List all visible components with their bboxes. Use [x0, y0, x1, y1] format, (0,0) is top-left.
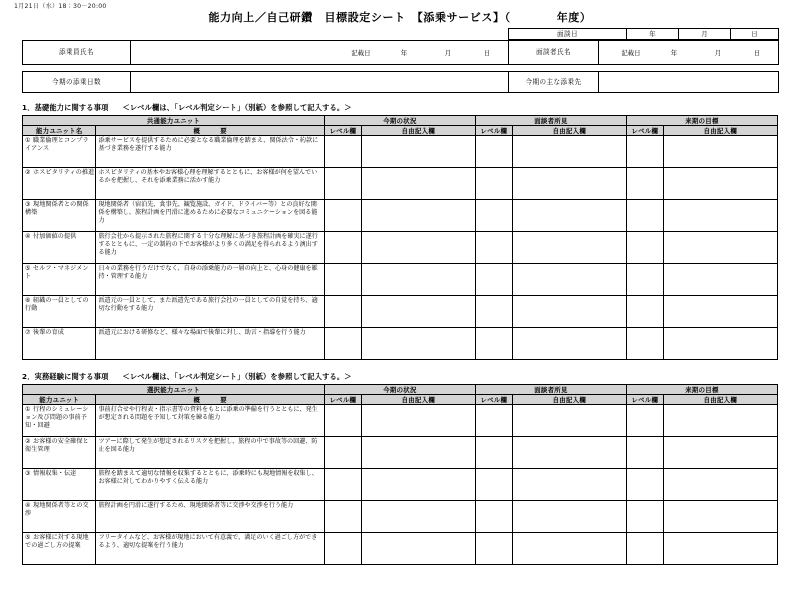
free-text-input-cell[interactable]: [361, 136, 475, 168]
col-unit-name: 能力ユニット名: [23, 126, 96, 136]
level-input-cell[interactable]: [475, 328, 512, 360]
unit-name-text: 現地関係者との関係構築: [25, 201, 89, 217]
col-level-interviewer: レベル欄: [475, 395, 512, 405]
unit-name-cell: [23, 296, 96, 328]
unit-name-text: 組織の一員としての行動: [25, 297, 89, 313]
level-input-cell[interactable]: [324, 501, 361, 533]
page-title-tail: 年度）: [556, 11, 592, 24]
interview-month-cell[interactable]: 月: [679, 29, 731, 40]
level-input-cell[interactable]: [475, 296, 512, 328]
level-input-cell[interactable]: [626, 296, 663, 328]
table-row: [23, 136, 778, 168]
practical-experience-table: [22, 384, 778, 565]
free-text-input-cell[interactable]: [663, 264, 777, 296]
level-input-cell[interactable]: [626, 232, 663, 264]
unit-name-text: お客様の安全確保と衛生管理: [25, 438, 89, 454]
identity-block: [22, 28, 778, 93]
col-free-current: 自由記入欄: [361, 126, 475, 136]
interviewer-month[interactable]: 月: [714, 48, 722, 57]
interview-date-label: 面談日: [509, 29, 627, 40]
interview-date-strip: [508, 28, 779, 40]
unit-number: ③: [25, 470, 31, 477]
unit-number: ⑤: [25, 534, 31, 541]
col-level-current: レベル欄: [324, 395, 361, 405]
level-input-cell[interactable]: [626, 405, 663, 437]
table-row: [509, 29, 779, 40]
table-header-row-2: [23, 395, 778, 405]
main-destination-input[interactable]: [599, 72, 779, 93]
free-text-input-cell[interactable]: [361, 296, 475, 328]
col-free-interviewer: 自由記入欄: [512, 395, 626, 405]
unit-name-text: 情報収集・伝達: [33, 470, 77, 477]
unit-number: ①: [25, 406, 31, 413]
col-free-interviewer: 自由記入欄: [512, 126, 626, 136]
level-input-cell[interactable]: [324, 469, 361, 501]
interview-day-cell[interactable]: 日: [731, 29, 779, 40]
table-row: [23, 328, 778, 360]
level-input-cell[interactable]: [324, 437, 361, 469]
free-text-input-cell[interactable]: [663, 296, 777, 328]
free-text-input-cell[interactable]: [512, 437, 626, 469]
level-input-cell[interactable]: [626, 168, 663, 200]
free-text-input-cell[interactable]: [663, 136, 777, 168]
level-input-cell[interactable]: [475, 437, 512, 469]
group-header-nextterm: 来期の目標: [626, 116, 777, 126]
unit-outline-cell: 旅程計画を円滑に遂行するため、現地関係者等に交渉や交渉を行う能力: [96, 501, 325, 533]
table-header-row-1: [23, 385, 778, 395]
unit-number: ③: [25, 201, 31, 208]
unit-outline-cell: 現地関係者（宿泊先、食事先、観覧施設、ガイド、ドライバー等）との良好な関係を構築し、旅程計画を円滑に進めるために必要なコミュニケーションを図る能力: [96, 200, 325, 232]
unit-number: ④: [25, 233, 31, 240]
level-input-cell[interactable]: [324, 264, 361, 296]
free-text-input-cell[interactable]: [361, 437, 475, 469]
free-text-input-cell[interactable]: [663, 501, 777, 533]
attendant-name-input[interactable]: [131, 41, 509, 65]
unit-group-header: 共通能力ユニット: [23, 116, 325, 126]
level-input-cell[interactable]: [475, 232, 512, 264]
unit-outline-cell: ホスピタリティの基本やお客様心理を理解するとともに、お客様が何を望んでいるかを把握し、それを添乗業務に活かす能力: [96, 168, 325, 200]
free-text-input-cell[interactable]: [512, 296, 626, 328]
free-text-input-cell[interactable]: [512, 533, 626, 565]
unit-outline-cell: 日々の業務を行うだけでなく、自身の添乗能力の一層の向上と、心身の健康を維持・管理する能力: [96, 264, 325, 296]
free-text-input-cell[interactable]: [512, 405, 626, 437]
attendant-entry-date-label: 記載日: [351, 48, 371, 57]
free-text-input-cell[interactable]: [512, 328, 626, 360]
table-row: [23, 232, 778, 264]
free-text-input-cell[interactable]: [663, 533, 777, 565]
col-free-nextterm: 自由記入欄: [663, 126, 777, 136]
free-text-input-cell[interactable]: [361, 232, 475, 264]
table-row: [23, 437, 778, 469]
level-input-cell[interactable]: [626, 264, 663, 296]
free-text-input-cell[interactable]: [663, 200, 777, 232]
level-input-cell[interactable]: [475, 264, 512, 296]
free-text-input-cell[interactable]: [361, 533, 475, 565]
unit-outline-cell: 旅行会社から提示された旅程に関する十分な理解に基づき旅程計画を確実に遂行するとともに、一定の制約の下でお客様がより多くの満足を得られるよう演出する能力: [96, 232, 325, 264]
col-outline: 概 要: [96, 395, 325, 405]
free-text-input-cell[interactable]: [512, 232, 626, 264]
section-1-note: ＜レベル欄は、「レベル判定シート」（別紙）を参照して記入する。＞: [122, 103, 352, 112]
unit-outline-cell: 添乗サービスを提供するために必要となる職業倫理を踏まえ、関係法令・約款に基づき業務を遂行する能力: [96, 136, 325, 168]
unit-outline-cell: 派遣元の一員として、また派遣先である旅行会社の一員としての自覚を持ち、適切な行動をする能力: [96, 296, 325, 328]
level-input-cell[interactable]: [324, 405, 361, 437]
table-row: [23, 72, 779, 93]
col-free-current: 自由記入欄: [361, 395, 475, 405]
level-input-cell[interactable]: [626, 328, 663, 360]
free-text-input-cell[interactable]: [512, 168, 626, 200]
level-input-cell[interactable]: [324, 168, 361, 200]
free-text-input-cell[interactable]: [361, 405, 475, 437]
free-text-input-cell[interactable]: [361, 168, 475, 200]
free-text-input-cell[interactable]: [512, 469, 626, 501]
section-1-heading: [22, 103, 778, 113]
level-input-cell[interactable]: [475, 200, 512, 232]
unit-number: ⑦: [25, 329, 31, 336]
level-input-cell[interactable]: [475, 136, 512, 168]
interviewer-name-label: 面談者氏名: [509, 41, 599, 65]
main-destination-label: 今期の主な添乗先: [509, 72, 599, 93]
free-text-input-cell[interactable]: [361, 328, 475, 360]
unit-name-text: 職業倫理とコンプライアンス: [25, 137, 89, 153]
names-table: [22, 40, 779, 65]
unit-name-cell: [23, 533, 96, 565]
section-2-heading: [22, 372, 778, 382]
attendant-name-label: 添乗員氏名: [23, 41, 131, 65]
level-input-cell[interactable]: [626, 469, 663, 501]
section-practical-experience: [22, 372, 778, 565]
level-input-cell[interactable]: [626, 501, 663, 533]
unit-group-header: 選択能力ユニット: [23, 385, 325, 395]
interview-year-cell[interactable]: 年: [627, 29, 679, 40]
level-input-cell[interactable]: [324, 232, 361, 264]
unit-name-cell: [23, 232, 96, 264]
free-text-input-cell[interactable]: [663, 328, 777, 360]
unit-name-cell: [23, 168, 96, 200]
section-1-title-text: 1．基礎能力に関する事項: [22, 103, 109, 112]
group-header-interviewer: 面談者所見: [475, 385, 626, 395]
attendant-day[interactable]: 日: [483, 48, 491, 57]
unit-name-cell: [23, 264, 96, 296]
free-text-input-cell[interactable]: [512, 136, 626, 168]
unit-name-text: セルフ・マネジメント: [25, 265, 89, 281]
section-2-title-text: 2．実務経験に関する事項: [22, 372, 109, 381]
level-input-cell[interactable]: [324, 296, 361, 328]
unit-name-cell: [23, 405, 96, 437]
free-text-input-cell[interactable]: [512, 200, 626, 232]
table-row: [23, 533, 778, 565]
interviewer-day[interactable]: 日: [753, 48, 761, 57]
unit-name-cell: [23, 437, 96, 469]
free-text-input-cell[interactable]: [663, 437, 777, 469]
free-text-input-cell[interactable]: [512, 264, 626, 296]
unit-outline-cell: フリータイムなど、お客様が現地において有意義で、満足のいく過ごし方ができるよう、適切な提案を行う能力: [96, 533, 325, 565]
unit-name-text: ホスピタリティの推進: [33, 169, 95, 176]
interviewer-name-input[interactable]: [599, 41, 779, 65]
col-level-nextterm: レベル欄: [626, 395, 663, 405]
unit-outline-cell: ツアーに際して発生が想定されるリスクを把握し、旅程の中で事故等の回避、防止を図る能力: [96, 437, 325, 469]
trip-summary-table: [22, 71, 779, 93]
table-row: [23, 469, 778, 501]
section-basic-skills: [22, 103, 778, 360]
unit-number: ⑤: [25, 265, 31, 272]
level-input-cell[interactable]: [475, 469, 512, 501]
unit-number: ④: [25, 502, 31, 509]
unit-number: ②: [25, 169, 31, 176]
group-header-interviewer: 面談者所見: [475, 116, 626, 126]
attendant-year[interactable]: 年: [400, 48, 408, 57]
col-outline: 概 要: [96, 126, 325, 136]
table-row: [23, 405, 778, 437]
unit-outline-cell: 派遣元における研修など、様々な場面で後輩に対し、助言・指導を行う能力: [96, 328, 325, 360]
unit-name-text: お客様に対する現地での過ごし方の提案: [25, 534, 89, 550]
level-input-cell[interactable]: [324, 533, 361, 565]
level-input-cell[interactable]: [324, 136, 361, 168]
unit-name-text: 行程のシミュレーション及び問題の事前予知・回避: [25, 406, 89, 430]
group-header-current: 今期の状況: [324, 116, 475, 126]
col-level-current: レベル欄: [324, 126, 361, 136]
level-input-cell[interactable]: [324, 200, 361, 232]
interviewer-entry-date-label: 記載日: [621, 48, 641, 57]
unit-number: ②: [25, 438, 31, 445]
unit-number: ①: [25, 137, 31, 144]
unit-name-cell: [23, 136, 96, 168]
trip-days-label: 今期の添乗日数: [23, 72, 131, 93]
unit-outline-cell: 事前打合せや行程表・指示書等の資料をもとに添乗の準備を行うとともに、発生が想定される問題を予知して対策を練る能力: [96, 405, 325, 437]
free-text-input-cell[interactable]: [663, 232, 777, 264]
unit-name-cell: [23, 200, 96, 232]
col-level-interviewer: レベル欄: [475, 126, 512, 136]
table-header-row-2: [23, 126, 778, 136]
table-header-row-1: [23, 116, 778, 126]
unit-name-text: 後輩の育成: [33, 329, 64, 336]
unit-name-cell: [23, 469, 96, 501]
unit-name-cell: [23, 501, 96, 533]
unit-outline-cell: 旅程を踏まえて適切な情報を収集するとともに、添乗時にも現地情報を収集し、お客様に対してわかりやすく伝える能力: [96, 469, 325, 501]
table-row: [23, 296, 778, 328]
basic-skills-table: [22, 115, 778, 360]
group-header-nextterm: 来期の目標: [626, 385, 777, 395]
col-free-nextterm: 自由記入欄: [663, 395, 777, 405]
col-unit-name: 能力ユニット: [23, 395, 96, 405]
level-input-cell[interactable]: [626, 437, 663, 469]
basic-skills-body: [23, 136, 778, 360]
unit-name-text: 現地関係者等との交渉: [25, 502, 89, 518]
level-input-cell[interactable]: [475, 168, 512, 200]
col-level-nextterm: レベル欄: [626, 126, 663, 136]
unit-name-cell: [23, 328, 96, 360]
free-text-input-cell[interactable]: [361, 501, 475, 533]
free-text-input-cell[interactable]: [663, 168, 777, 200]
level-input-cell[interactable]: [626, 533, 663, 565]
level-input-cell[interactable]: [475, 405, 512, 437]
table-row: [23, 264, 778, 296]
page-title: [0, 9, 800, 25]
free-text-input-cell[interactable]: [361, 469, 475, 501]
attendant-month[interactable]: 月: [444, 48, 452, 57]
unit-name-text: 付加価値の提供: [33, 233, 77, 240]
header-datetime-note: 1月21日（水）18：30－20:00: [14, 3, 107, 10]
table-row: [23, 41, 779, 65]
interviewer-year[interactable]: 年: [670, 48, 678, 57]
page-title-main: 能力向上／自己研鑽 目標設定シート 【添乗サービス】（: [208, 11, 511, 24]
trip-days-input[interactable]: [131, 72, 509, 93]
unit-number: ⑥: [25, 297, 31, 304]
level-input-cell[interactable]: [475, 501, 512, 533]
free-text-input-cell[interactable]: [663, 469, 777, 501]
table-row: [23, 501, 778, 533]
level-input-cell[interactable]: [626, 136, 663, 168]
table-row: [23, 168, 778, 200]
section-2-note: ＜レベル欄は、「レベル判定シート」（別紙）を参照して記入する。＞: [122, 372, 352, 381]
group-header-current: 今期の状況: [324, 385, 475, 395]
free-text-input-cell[interactable]: [361, 200, 475, 232]
level-input-cell[interactable]: [626, 200, 663, 232]
level-input-cell[interactable]: [324, 328, 361, 360]
free-text-input-cell[interactable]: [512, 501, 626, 533]
table-row: [23, 200, 778, 232]
practical-experience-body: [23, 405, 778, 565]
free-text-input-cell[interactable]: [361, 264, 475, 296]
level-input-cell[interactable]: [475, 533, 512, 565]
free-text-input-cell[interactable]: [663, 405, 777, 437]
